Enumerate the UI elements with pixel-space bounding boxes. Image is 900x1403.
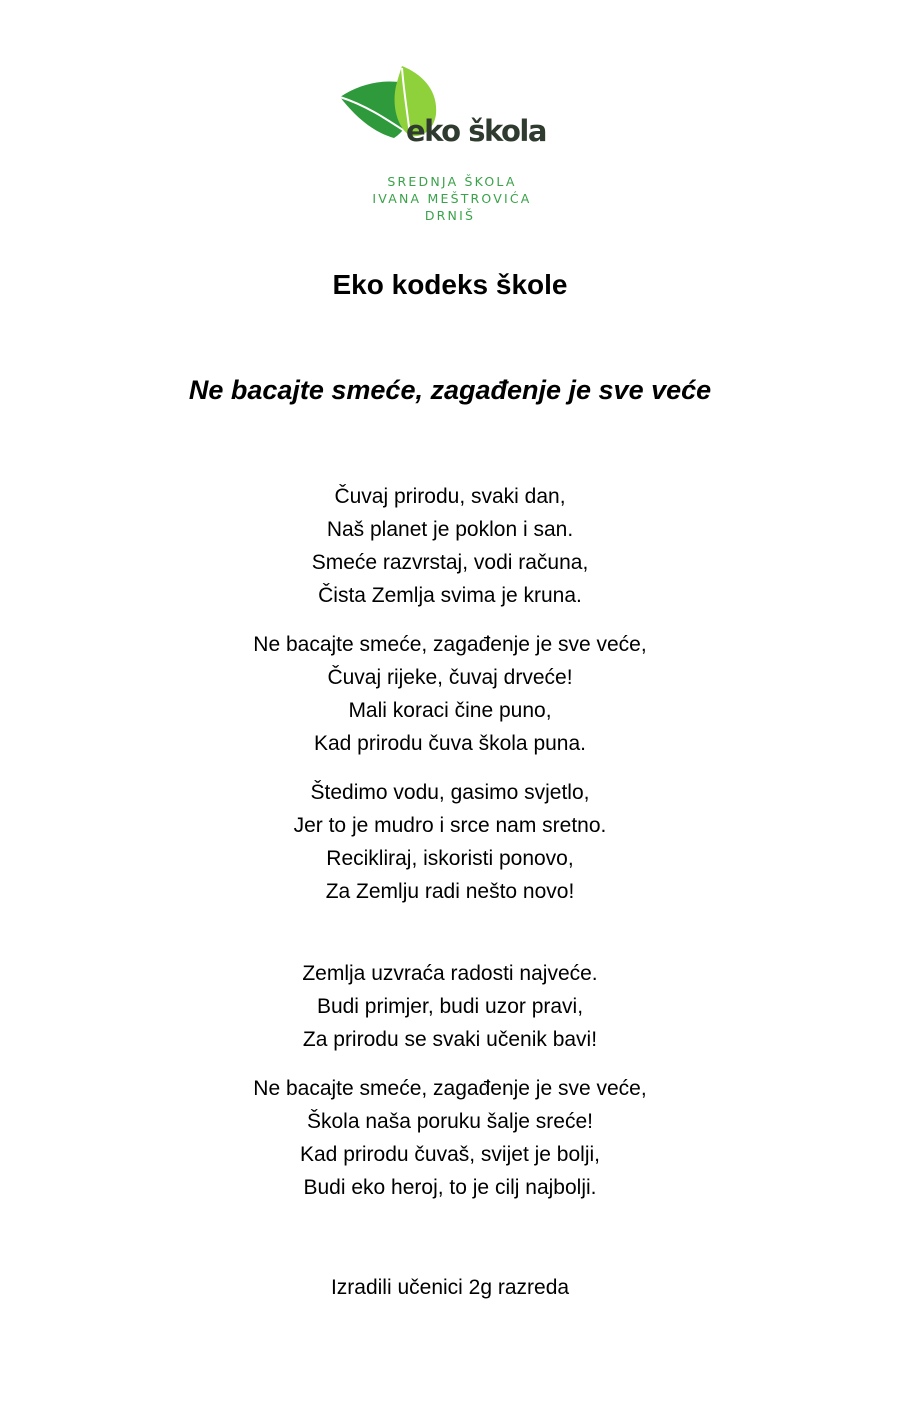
logo-school-line: DRNIŠ — [424, 208, 476, 223]
poem-line: Čuvaj rijeke, čuvaj drveće! — [327, 666, 573, 689]
poem-line: Čista Zemlja svima je kruna. — [318, 584, 582, 607]
logo-wordmark: eko škola — [406, 114, 546, 148]
poem-line: Recikliraj, iskoristi ponovo, — [326, 847, 574, 870]
poem-line: Mali koraci čine puno, — [348, 699, 552, 722]
poem-line: Kad prirodu čuva škola puna. — [313, 732, 586, 755]
poem-line: Ne bacajte smeće, zagađenje je sve veće, — [253, 1077, 647, 1100]
poem-line: Jer to je mudro i srce nam sretno. — [293, 814, 607, 837]
author-credit: Izradili učenici 2g razreda — [330, 1276, 570, 1299]
poem — [0, 480, 900, 1220]
eko-skola-logo — [330, 60, 570, 230]
poem-line: Budi primjer, budi uzor pravi, — [316, 995, 584, 1018]
poem-line: Za prirodu se svaki učenik bavi! — [302, 1028, 598, 1051]
poem-line: Čuvaj prirodu, svaki dan, — [334, 485, 566, 508]
poem-line: Smeće razvrstaj, vodi računa, — [311, 551, 589, 574]
poem-stanza — [0, 776, 900, 908]
logo-school-line: SREDNJA ŠKOLA — [387, 174, 517, 189]
poem-line: Kad prirodu čuvaš, svijet je bolji, — [300, 1143, 600, 1166]
document-subtitle: Ne bacajte smeće, zagađenje je sve veće — [188, 375, 712, 405]
poem-stanza — [0, 480, 900, 612]
poem-line: Štedimo vodu, gasimo svjetlo, — [310, 781, 590, 804]
poem-line: Škola naša poruku šalje sreće! — [307, 1110, 593, 1133]
poem-line: Naš planet je poklon i san. — [326, 518, 574, 541]
poem-line: Za Zemlju radi nešto novo! — [325, 880, 575, 903]
poem-stanza — [0, 1072, 900, 1204]
logo-school-line: IVANA MEŠTROVIĆA — [372, 191, 532, 206]
poem-stanza — [0, 628, 900, 760]
poem-line: Budi eko heroj, to je cilj najbolji. — [303, 1176, 597, 1199]
poem-line: Ne bacajte smeće, zagađenje je sve veće, — [253, 633, 647, 656]
document-title: Eko kodeks škole — [332, 269, 568, 300]
poem-stanza — [0, 957, 900, 1056]
poem-line: Zemlja uzvraća radosti najveće. — [302, 962, 598, 985]
